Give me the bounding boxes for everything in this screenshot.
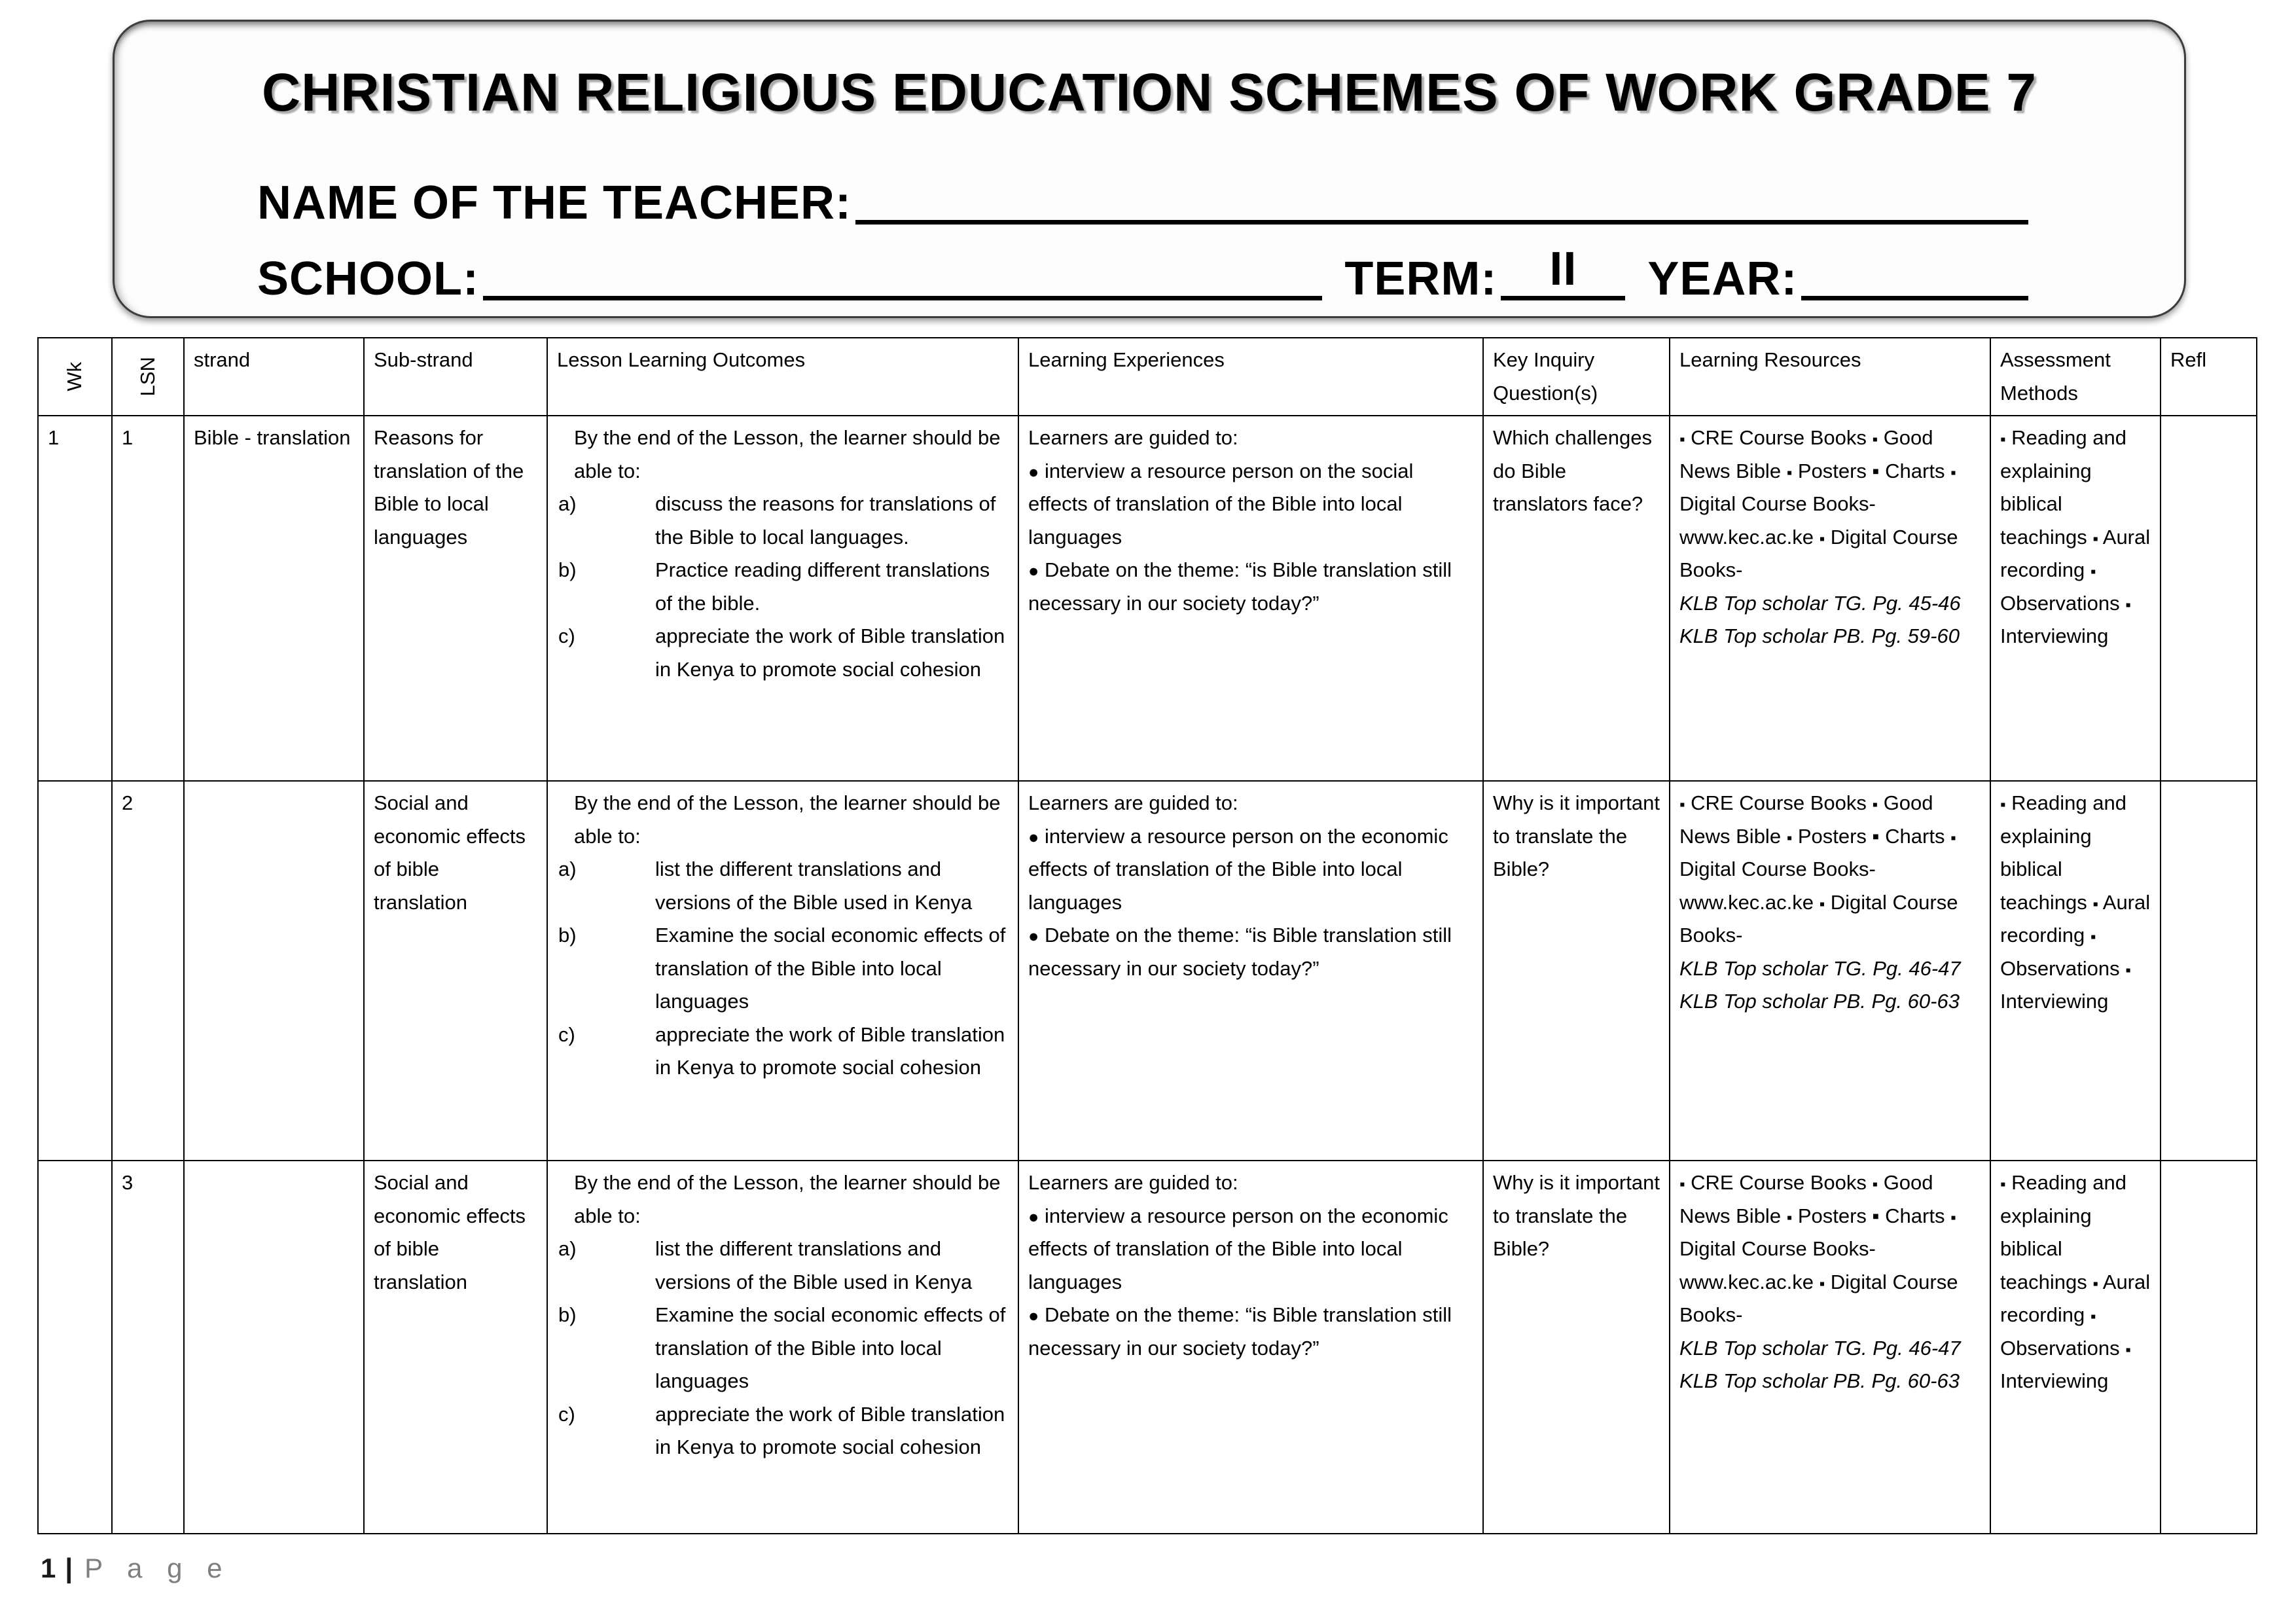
col-header-wk: Wk — [38, 338, 112, 416]
square-bullet-icon: ▪ — [1950, 1208, 1956, 1227]
col-header-assessment: Assessment Methods — [1990, 338, 2161, 416]
cell-assessment — [1990, 781, 2161, 1161]
cell-lsn: 3 — [112, 1161, 184, 1534]
cell-assessment — [1990, 416, 2161, 781]
experiences-intro: Learners are guided to: — [1028, 426, 1238, 450]
cell-outcomes — [547, 781, 1018, 1161]
cell-resources — [1670, 781, 1990, 1161]
square-bullet-icon: ▪ — [1679, 1176, 1685, 1194]
resource-item: ▪ Digital Course Books- — [1679, 890, 1958, 947]
outcome-item: c) appreciate the work of Bible translation in Kenya to promote social cohesion — [558, 624, 1005, 681]
cell-wk: 1 — [38, 416, 112, 781]
resource-item: ▪ Good News Bible — [1679, 791, 1933, 848]
cell-outcomes — [547, 416, 1018, 781]
cell-key-inquiry: Why is it important to translate the Bible? — [1483, 1161, 1670, 1534]
square-bullet-icon: ▪ — [2090, 1308, 2096, 1326]
header-row — [38, 338, 2257, 416]
resource-ref: KLB Top scholar TG. Pg. 46-47 — [1679, 956, 1961, 980]
scheme-of-work-table — [37, 337, 2257, 1534]
round-bullet-icon: ● — [1028, 926, 1039, 947]
document-title: CHRISTIAN RELIGIOUS EDUCATION SCHEMES OF WORK GRADE 7 — [261, 63, 2037, 122]
cell-resources — [1670, 1161, 1990, 1534]
assessment-item: ▪ Reading and explaining biblical teachings — [2000, 426, 2126, 549]
experience-item: ● Debate on the theme: “is Bible translation still necessary in our society today?” — [1028, 924, 1452, 980]
round-bullet-icon: ● — [1028, 1206, 1039, 1227]
table-row — [38, 1161, 2257, 1534]
cell-experiences — [1018, 781, 1483, 1161]
assessment-item: ▪ Interviewing — [2000, 1341, 2131, 1393]
assessment-item: ▪ Observations — [2000, 1308, 2120, 1360]
experience-item: ● Debate on the theme: “is Bible translation still necessary in our society today?” — [1028, 1303, 1452, 1360]
resource-ref: KLB Top scholar PB. Pg. 59-60 — [1679, 624, 1960, 648]
square-bullet-icon: ▪ — [1872, 796, 1878, 814]
resource-item: ▪ Posters ▪ Charts — [1786, 459, 1945, 482]
square-bullet-icon: ▪ — [2000, 1176, 2006, 1194]
col-header-resources: Learning Resources — [1670, 338, 1990, 416]
experience-item: ● interview a resource person on the economic effects of translation of the Bible into local languages — [1028, 1204, 1448, 1293]
assessment-item: ▪ Interviewing — [2000, 596, 2131, 648]
col-header-experiences: Learning Experiences — [1018, 338, 1483, 416]
col-header-strand: strand — [184, 338, 364, 416]
resource-item: ▪ Posters ▪ Charts — [1786, 824, 1945, 848]
square-bullet-icon: ▪ — [1872, 1176, 1878, 1194]
square-bullet-icon: ▪ — [1786, 463, 1793, 482]
footer-separator: | — [65, 1553, 73, 1583]
square-bullet-icon: ▪ — [1679, 796, 1685, 814]
outcome-item: c) appreciate the work of Bible translation in Kenya to promote social cohesion — [558, 1402, 1005, 1459]
outcome-item: a) discuss the reasons for translations of the Bible to local languages. — [558, 492, 996, 549]
assessment-item: ▪ Observations — [2000, 928, 2120, 980]
col-header-sub-strand: Sub-strand — [364, 338, 547, 416]
term-value: II — [1549, 243, 1577, 295]
cell-wk — [38, 1161, 112, 1534]
assessment-item: ▪ Interviewing — [2000, 961, 2131, 1013]
col-header-lsn: LSN — [112, 338, 184, 416]
square-bullet-icon: ▪ — [2090, 563, 2096, 581]
cell-strand: Bible - translation — [184, 416, 364, 781]
outcomes-intro: By the end of the Lesson, the learner should be able to: — [574, 426, 1001, 482]
cell-key-inquiry: Why is it important to translate the Bible? — [1483, 781, 1670, 1161]
outcome-item: a) list the different translations and versions of the Bible used in Kenya — [558, 1237, 973, 1293]
square-bullet-icon: ▪ — [1786, 829, 1793, 847]
cell-lsn: 1 — [112, 416, 184, 781]
resource-item: ▪ Digital Course Books- www.kec.ac.ke — [1679, 1208, 1956, 1293]
experience-item: ● interview a resource person on the economic effects of translation of the Bible into local languages — [1028, 824, 1448, 914]
square-bullet-icon: ▪ — [1819, 530, 1825, 548]
cell-refl — [2161, 416, 2257, 781]
square-bullet-icon: ▪ — [1950, 829, 1956, 847]
outcome-item: b) Examine the social economic effects of translation of the Bible into local languages — [558, 924, 1006, 1013]
resource-ref: KLB Top scholar PB. Pg. 60-63 — [1679, 990, 1960, 1013]
square-bullet-icon: ▪ — [1679, 431, 1685, 449]
cell-strand — [184, 781, 364, 1161]
term-blank — [1501, 243, 1625, 300]
page-number: 1 — [41, 1553, 56, 1583]
cell-key-inquiry: Which challenges do Bible translators face? — [1483, 416, 1670, 781]
cell-experiences — [1018, 1161, 1483, 1534]
round-bullet-icon: ● — [1028, 827, 1039, 847]
resource-item: ▪ Good News Bible — [1679, 426, 1933, 482]
experiences-intro: Learners are guided to: — [1028, 1171, 1238, 1195]
table-row — [38, 781, 2257, 1161]
assessment-item: ▪ Aural recording — [2000, 1270, 2151, 1327]
cell-assessment — [1990, 1161, 2161, 1534]
square-bullet-icon: ▪ — [2092, 895, 2098, 913]
round-bullet-icon: ● — [1028, 1306, 1039, 1326]
square-bullet-icon: ▪ — [1786, 1208, 1793, 1227]
square-bullet-icon: ▪ — [2000, 431, 2006, 449]
assessment-item: ▪ Aural recording — [2000, 890, 2151, 947]
title-box — [113, 20, 2186, 318]
cell-resources — [1670, 416, 1990, 781]
resource-item: ▪ Good News Bible — [1679, 1171, 1933, 1227]
year-label: YEAR: — [1647, 253, 1798, 305]
cell-lsn: 2 — [112, 781, 184, 1161]
school-label: SCHOOL: — [257, 253, 479, 305]
square-bullet-icon: ▪ — [1950, 463, 1956, 482]
resource-item: ▪ Digital Course Books- — [1679, 525, 1958, 582]
square-bullet-icon: ▪ — [2090, 928, 2096, 947]
outcome-item: b) Examine the social economic effects of translation of the Bible into local languages — [558, 1303, 1006, 1393]
year-blank — [1801, 257, 2028, 300]
resource-item: ▪ Digital Course Books- www.kec.ac.ke — [1679, 829, 1956, 914]
square-bullet-icon: ▪ — [2125, 961, 2131, 979]
resource-item: ▪ Digital Course Books- — [1679, 1270, 1958, 1327]
assessment-item: ▪ Aural recording — [2000, 525, 2151, 582]
outcome-item: b) Practice reading different translations of the bible. — [558, 558, 990, 615]
resource-item: ▪ Digital Course Books- www.kec.ac.ke — [1679, 463, 1956, 549]
resource-ref: KLB Top scholar PB. Pg. 60-63 — [1679, 1369, 1960, 1393]
col-header-outcomes: Lesson Learning Outcomes — [547, 338, 1018, 416]
square-bullet-icon: ▪ — [2125, 1341, 2131, 1359]
school-blank — [483, 257, 1322, 300]
resource-item: ▪ CRE Course Books — [1679, 791, 1867, 815]
resource-item: ▪ CRE Course Books — [1679, 1171, 1867, 1195]
school-term-year-row — [257, 243, 2028, 306]
experiences-intro: Learners are guided to: — [1028, 791, 1238, 815]
page-footer — [41, 1553, 230, 1584]
square-bullet-icon: ▪ — [2000, 796, 2006, 814]
teacher-name-label: NAME OF THE TEACHER: — [257, 177, 852, 229]
round-bullet-icon: ● — [1028, 561, 1039, 581]
square-bullet-icon: ▪ — [2125, 596, 2131, 614]
outcomes-intro: By the end of the Lesson, the learner should be able to: — [574, 1171, 1001, 1227]
resource-item: ▪ Posters ▪ Charts — [1786, 1204, 1945, 1227]
resource-item: ▪ CRE Course Books — [1679, 426, 1867, 450]
experience-item: ● Debate on the theme: “is Bible translation still necessary in our society today?” — [1028, 558, 1452, 615]
teacher-name-row — [257, 173, 2028, 230]
cell-outcomes — [547, 1161, 1018, 1534]
teacher-name-blank — [855, 181, 2028, 225]
outcome-item: a) list the different translations and versions of the Bible used in Kenya — [558, 857, 973, 914]
square-bullet-icon: ▪ — [1819, 895, 1825, 913]
table-row — [38, 416, 2257, 781]
outcomes-intro: By the end of the Lesson, the learner should be able to: — [574, 791, 1001, 848]
square-bullet-icon: ▪ — [2092, 1274, 2098, 1293]
cell-refl — [2161, 781, 2257, 1161]
square-bullet-icon: ▪ — [1872, 431, 1878, 449]
cell-sub-strand: Social and economic effects of bible translation — [364, 781, 547, 1161]
assessment-item: ▪ Reading and explaining biblical teachings — [2000, 1171, 2126, 1293]
outcome-item: c) appreciate the work of Bible translation in Kenya to promote social cohesion — [558, 1022, 1005, 1079]
col-header-key-inquiry: Key Inquiry Question(s) — [1483, 338, 1670, 416]
cell-sub-strand: Social and economic effects of bible translation — [364, 1161, 547, 1534]
cell-wk — [38, 781, 112, 1161]
cell-sub-strand: Reasons for translation of the Bible to local languages — [364, 416, 547, 781]
square-bullet-icon: ▪ — [2092, 530, 2098, 548]
experience-item: ● interview a resource person on the social effects of translation of the Bible into local languages — [1028, 459, 1414, 549]
page-word: P a g e — [84, 1553, 231, 1583]
cell-strand — [184, 1161, 364, 1534]
square-bullet-icon: ▪ — [1819, 1274, 1825, 1293]
cell-refl — [2161, 1161, 2257, 1534]
resource-ref: KLB Top scholar TG. Pg. 45-46 — [1679, 591, 1961, 615]
term-label: TERM: — [1344, 253, 1498, 305]
resource-ref: KLB Top scholar TG. Pg. 46-47 — [1679, 1336, 1961, 1360]
round-bullet-icon: ● — [1028, 461, 1039, 482]
assessment-item: ▪ Reading and explaining biblical teachings — [2000, 791, 2126, 914]
col-header-refl: Refl — [2161, 338, 2257, 416]
cell-experiences — [1018, 416, 1483, 781]
assessment-item: ▪ Observations — [2000, 563, 2120, 615]
